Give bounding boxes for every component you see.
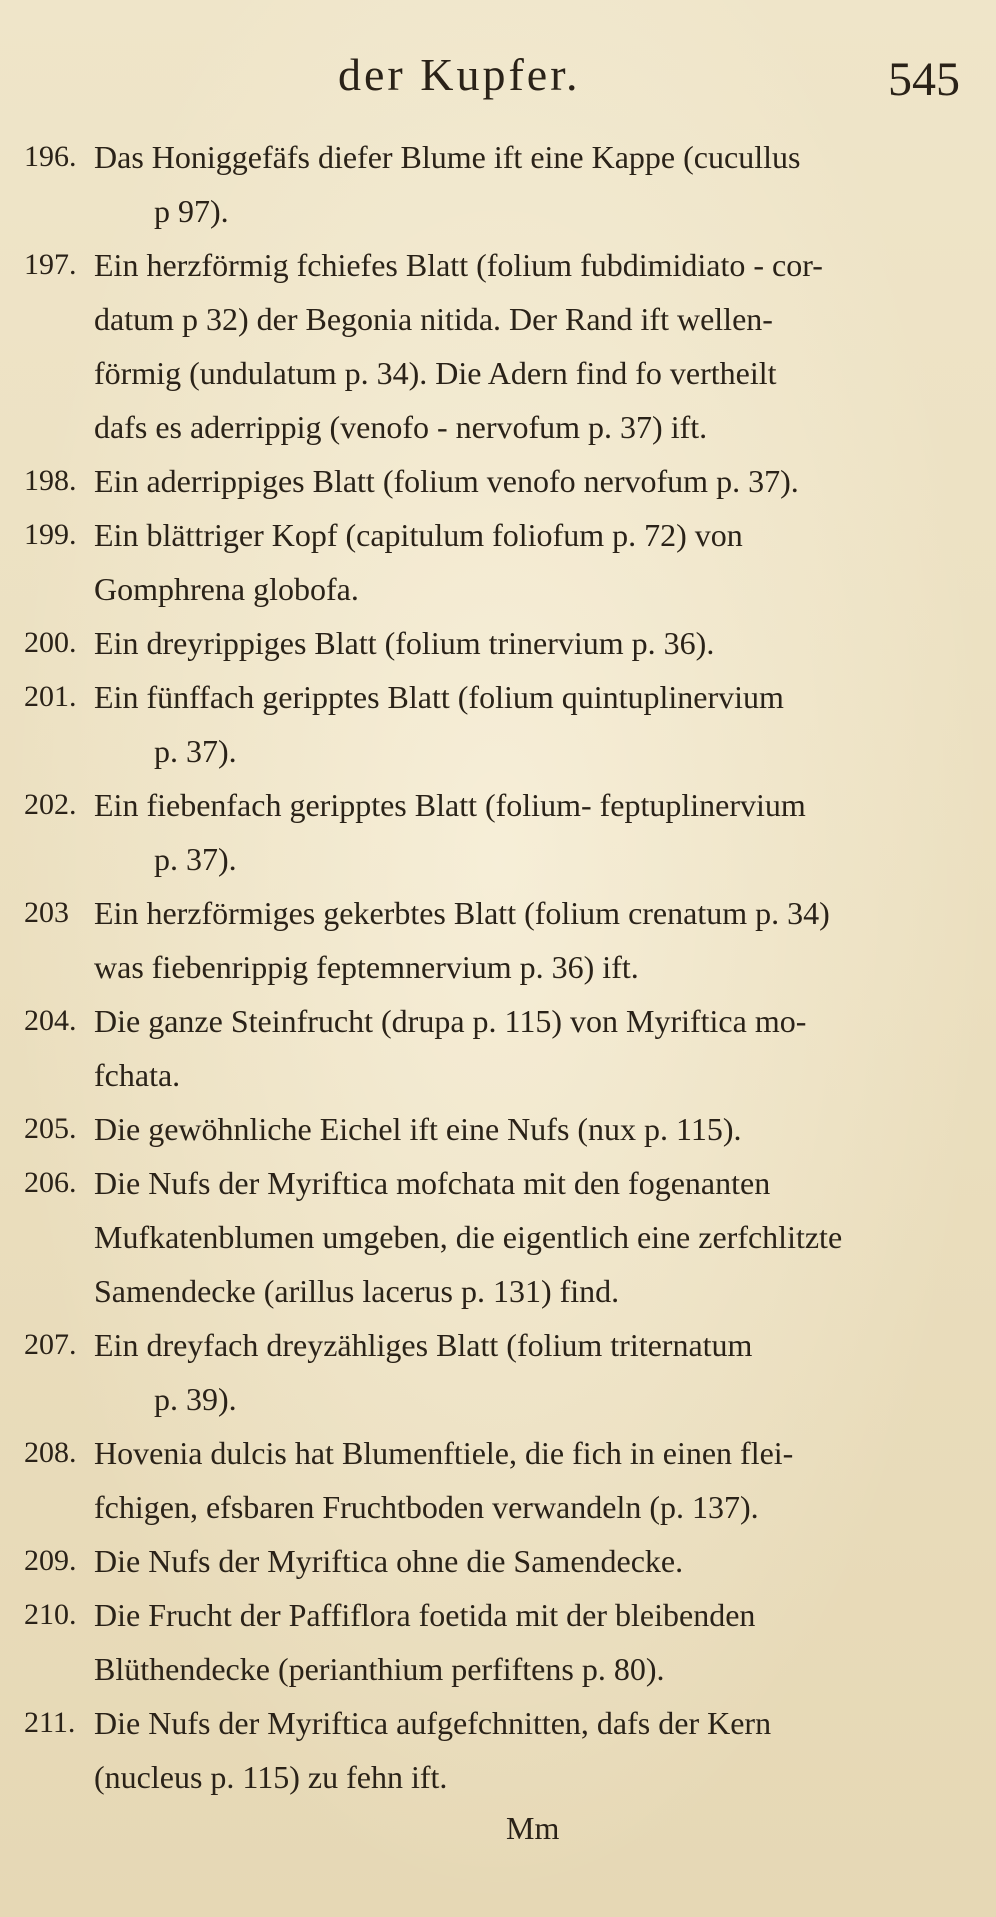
page-header <box>0 48 996 108</box>
entry-text-line: Die gewöhnliche Eichel ift eine Nufs (nux p. 115). <box>94 1111 742 1147</box>
entry-text-line: Ein herzförmiges gekerbtes Blatt (folium crenatum p. 34) <box>94 895 830 931</box>
entry-text-line: Die Nufs der Myriftica ohne die Samendecke. <box>94 1543 684 1579</box>
entry-text-line: datum p 32) der Begonia nitida. Der Rand ift wellen- <box>94 301 773 337</box>
entry-text-line: Ein aderrippiges Blatt (folium venofo nervofum p. 37). <box>94 463 799 499</box>
entry-text-line: Ein dreyrippiges Blatt (folium trinervium p. 36). <box>94 625 715 661</box>
figure-number: 199. <box>24 518 77 551</box>
figure-number: 209. <box>24 1544 77 1577</box>
printer-signature-mark: Mm <box>506 1810 560 1846</box>
figure-entry <box>0 670 996 778</box>
figure-entry <box>0 1588 996 1696</box>
figure-number: 208. <box>24 1436 77 1469</box>
figure-entry <box>0 778 996 886</box>
figure-number: 201. <box>24 680 77 713</box>
entry-text-line: Ein herzförmig fchiefes Blatt (folium fubdimidiato - cor- <box>94 247 823 283</box>
figure-entry <box>0 1534 996 1588</box>
figure-number: 204. <box>24 1004 77 1037</box>
figure-number: 205. <box>24 1112 77 1145</box>
figure-number: 198. <box>24 464 77 497</box>
entry-text-line: Ein fiebenfach geripptes Blatt (folium- feptuplinervium <box>94 787 806 823</box>
running-title: der Kupfer. <box>338 49 581 100</box>
figure-number: 202. <box>24 788 77 821</box>
page-number: 545 <box>888 53 960 106</box>
figure-entry <box>0 1426 996 1534</box>
entry-text-line: dafs es aderrippig (venofo - nervofum p. 37) ift. <box>94 409 708 445</box>
entry-text-line: Die Nufs der Myriftica mofchata mit den fogenanten <box>94 1165 771 1201</box>
figure-entry <box>0 454 996 508</box>
entry-text-line: Die Frucht der Paffiflora foetida mit der bleibenden <box>94 1597 756 1633</box>
entry-text-line: Samendecke (arillus lacerus p. 131) find. <box>94 1273 620 1309</box>
entry-text-line: Mufkatenblumen umgeben, die eigentlich eine zerfchlitzte <box>94 1219 843 1255</box>
figure-entry <box>0 1318 996 1426</box>
entry-text-line: p. 39). <box>154 1381 237 1417</box>
figure-entry <box>0 1156 996 1318</box>
entry-text-line: fchigen, efsbaren Fruchtboden verwandeln (p. 137). <box>94 1489 759 1525</box>
figure-entry <box>0 994 996 1102</box>
figure-number: 196. <box>24 140 77 173</box>
figure-entry <box>0 1102 996 1156</box>
figure-number: 210. <box>24 1598 77 1631</box>
figure-number: 206. <box>24 1166 77 1199</box>
entry-text-line: Gomphrena globofa. <box>94 571 359 607</box>
figure-number: 200. <box>24 626 77 659</box>
entry-text-line: Hovenia dulcis hat Blumenftiele, die fich in einen flei- <box>94 1435 794 1471</box>
entry-text-line: was fiebenrippig feptemnervium p. 36) ift. <box>94 949 639 985</box>
entry-text-line: förmig (undulatum p. 34). Die Adern find fo vertheilt <box>94 355 777 391</box>
entry-text-line: p. 37). <box>154 733 237 769</box>
entry-text-line: Die Nufs der Myriftica aufgefchnitten, dafs der Kern <box>94 1705 772 1741</box>
entry-text-line: Ein blättriger Kopf (capitulum foliofum p. 72) von <box>94 517 743 553</box>
figure-entry <box>0 238 996 454</box>
entry-text-line: p 97). <box>154 193 229 229</box>
entry-text-line: fchata. <box>94 1057 181 1093</box>
figure-entry <box>0 616 996 670</box>
figure-number: 197. <box>24 248 77 281</box>
figure-entry <box>0 886 996 994</box>
entry-text-line: Das Honiggefäfs diefer Blume ift eine Kappe (cucullus <box>94 139 801 175</box>
figure-entry <box>0 130 996 238</box>
figure-entry <box>0 1696 996 1804</box>
entry-text-line: Ein fünffach geripptes Blatt (folium quintuplinervium <box>94 679 784 715</box>
figure-explanation-list <box>0 130 996 1804</box>
figure-number: 207. <box>24 1328 77 1361</box>
entry-text-line: Die ganze Steinfrucht (drupa p. 115) von Myriftica mo- <box>94 1003 807 1039</box>
figure-entry <box>0 508 996 616</box>
figure-number: 203 <box>24 896 69 929</box>
figure-number: 211. <box>24 1706 76 1739</box>
entry-text-line: p. 37). <box>154 841 237 877</box>
entry-text-line: (nucleus p. 115) zu fehn ift. <box>94 1759 448 1795</box>
entry-text-line: Blüthendecke (perianthium perfiftens p. 80). <box>94 1651 665 1687</box>
entry-text-line: Ein dreyfach dreyzähliges Blatt (folium triternatum <box>94 1327 753 1363</box>
